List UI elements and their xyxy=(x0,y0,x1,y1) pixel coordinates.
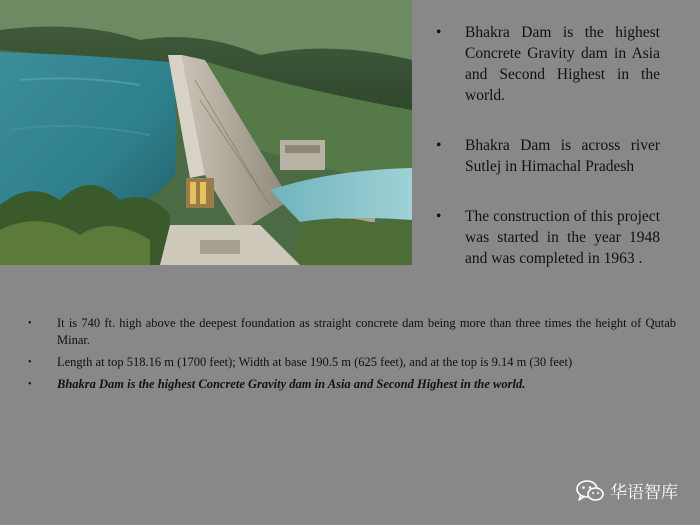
bottom-bullet-item xyxy=(28,315,676,349)
right-bullet-list xyxy=(436,22,660,298)
bullet-text: The construction of this project was started in the year 1948 and was completed in 1963 . xyxy=(465,208,660,267)
dam-photo xyxy=(0,0,412,265)
bullet-text: Length at top 518.16 m (1700 feet); Width at base 190.5 m (625 feet), and at the top is 9.14 m (30 feet) xyxy=(57,355,573,369)
bullet-text: Bhakra Dam is the highest Concrete Gravity dam in Asia and Second Highest in the world. xyxy=(465,24,660,104)
bottom-bullet-item xyxy=(28,376,676,393)
bullet-marker: • xyxy=(28,318,32,329)
right-bullet-item xyxy=(436,206,660,269)
bullet-marker: • xyxy=(436,137,442,154)
bottom-bullet-list xyxy=(28,315,676,398)
bullet-text: Bhakra Dam is across river Sutlej in Himachal Pradesh xyxy=(465,137,660,175)
right-bullet-item xyxy=(436,22,660,106)
wechat-icon xyxy=(576,480,604,502)
bullet-marker: • xyxy=(436,208,442,225)
bullet-text: It is 740 ft. high above the deepest foundation as straight concrete dam being more than three times the height of Qutab Minar. xyxy=(57,316,676,347)
bullet-text-emphasis: Bhakra Dam is the highest Concrete Gravity dam in Asia and Second Highest in the world. xyxy=(57,377,526,391)
watermark-text: 华语智库 xyxy=(610,483,678,503)
bullet-marker: • xyxy=(436,24,442,41)
bullet-marker: • xyxy=(28,379,32,390)
right-bullet-item xyxy=(436,135,660,177)
bottom-bullet-item xyxy=(28,354,676,371)
bullet-marker: • xyxy=(28,357,32,368)
watermark xyxy=(576,478,678,503)
